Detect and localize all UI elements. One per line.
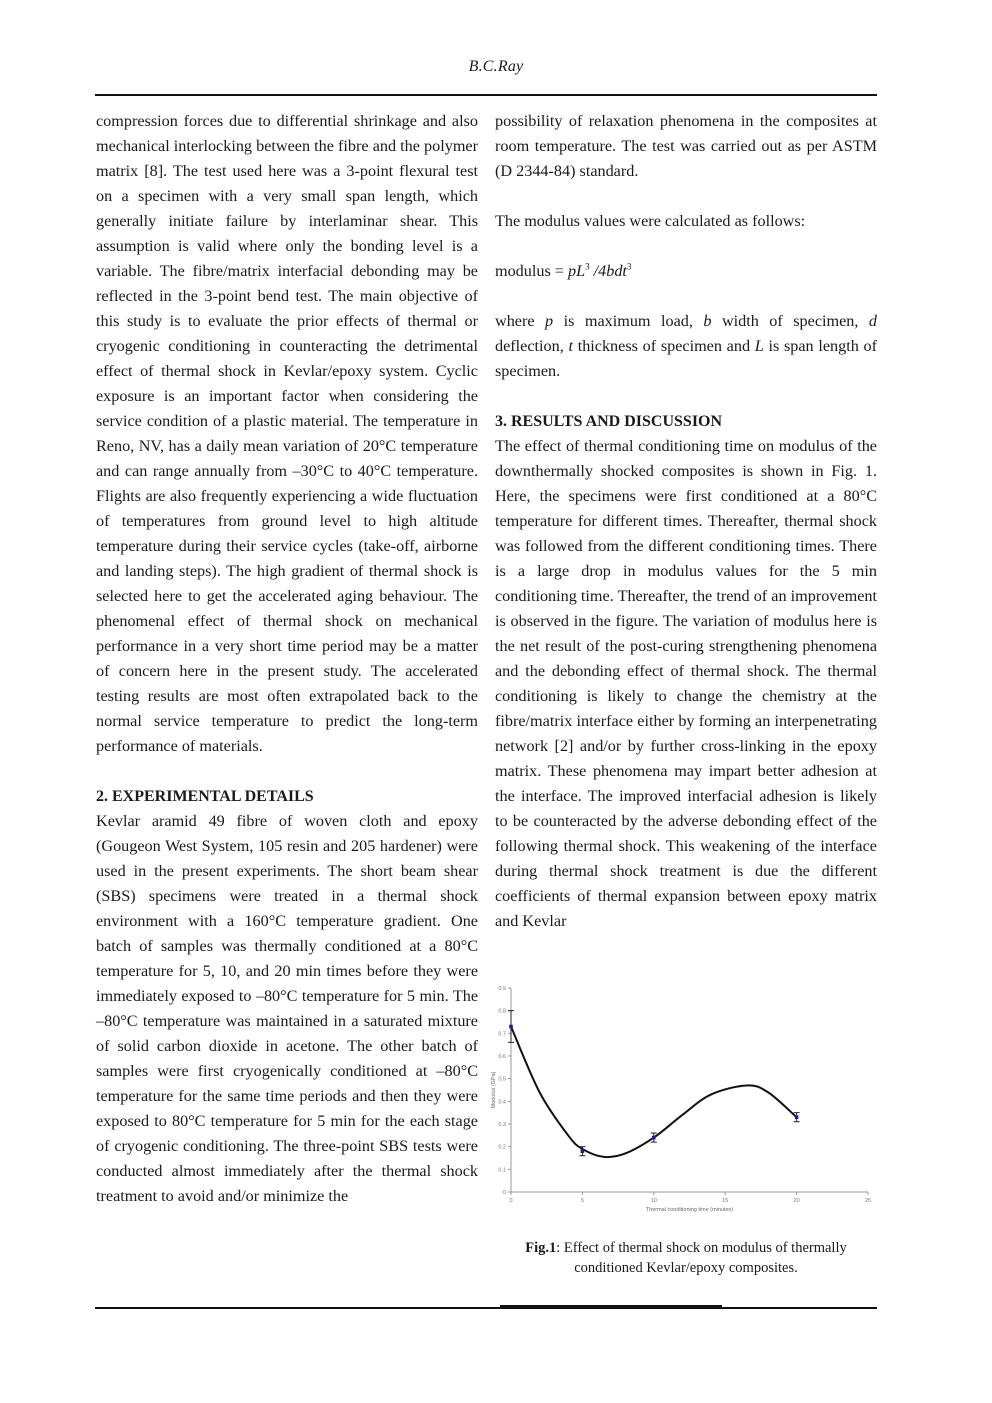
running-head: B.C.Ray xyxy=(468,58,524,75)
x-tick-label: 15 xyxy=(722,1198,729,1204)
variable: L xyxy=(754,337,764,355)
body-paragraph: possibility of relaxation phenomena in the composites at room temperature. The test was carried out as per ASTM (D 2344-84) standard. xyxy=(495,112,877,180)
text: is span length of specimen. xyxy=(495,337,878,380)
x-tick-label: 0 xyxy=(509,1198,513,1204)
text: deflection, xyxy=(495,337,569,355)
y-tick-label: 0.3 xyxy=(498,1122,506,1128)
x-tick-label: 10 xyxy=(650,1198,657,1204)
formula-lhs: modulus = xyxy=(495,262,568,280)
x-tick-label: 25 xyxy=(864,1198,872,1204)
body-paragraph: The modulus values were calculated as follows: xyxy=(495,212,806,230)
y-tick-label: 0.5 xyxy=(498,1076,506,1083)
data-point xyxy=(509,1025,513,1029)
variable: t xyxy=(568,337,573,355)
y-tick-label: 0.1 xyxy=(498,1167,506,1174)
data-point xyxy=(652,1136,656,1140)
footer-rule-accent xyxy=(500,1305,722,1308)
formula-exponent: 3 xyxy=(585,261,590,272)
formula-denominator: /4bdt xyxy=(589,262,627,280)
x-axis-label: Thermal conditioning time (minutes) xyxy=(645,1207,734,1213)
figure-caption xyxy=(495,1238,877,1278)
caption-label: Fig.1 xyxy=(525,1240,557,1256)
left-column xyxy=(96,109,478,1209)
body-paragraph: Kevlar aramid 49 fibre of woven cloth and epoxy (Gougeon West System, 105 resin and 205 hardener) were used in the present experiments. The short beam shear (SBS) specimens were treated in a thermal shock environment with a 160°C temperature gradient. One batch of samples was thermally conditioned at a 80°C temperature for 5, 10, and 20 min times before they were immediately exposed to –80°C temperature for 5 min. The –80°C temperature was maintained in a saturated mixture of solid carbon dioxide in acetone. The other batch of samples were first cryogenically conditioned at –80°C temperature for the same time periods and then they were exposed to 80°C temperature for 5 min for the each stage of cryogenic conditioning. The three-point SBS tests were conducted almost immediately after the thermal shock treatment to avoid and/or minimize the xyxy=(96,812,478,1205)
variable: b xyxy=(703,312,712,330)
y-tick-label: 0.6 xyxy=(498,1054,506,1060)
body-paragraph: The effect of thermal conditioning time on modulus of the downthermally shocked composites is shown in Fig. 1. Here, the specimens were first conditioned at a 80°C temperature for different times. Thereafter, thermal shock was followed from the different conditioning times. There is a large drop in modulus values for the 5 min conditioning time. Thereafter, the trend of an improvement is observed in the figure. The variation of modulus here is the net result of the post-curing strengthening phenomena and the debonding effect of thermal shock. The thermal conditioning is likely to change the chemistry at the fibre/matrix interface either by forming an interpenetrating network [2] and/or by further cross-linking in the epoxy matrix. These phenomena may impart better adhesion at the interface. The improved interfacial adhesion is likely to be counteracted by the adverse debonding effect of the following thermal shock. This weakening of the interface during thermal shock treatment is due the different coefficients of thermal expansion between epoxy matrix and Kevlar xyxy=(495,437,877,930)
y-axis-label: Modulus (GPa) xyxy=(491,1071,497,1109)
variable: d xyxy=(868,312,878,330)
right-column xyxy=(495,109,877,934)
y-tick-label: 0.7 xyxy=(498,1031,506,1038)
footer-rule xyxy=(95,1307,877,1309)
y-tick-label: 0.2 xyxy=(498,1144,506,1151)
text: where xyxy=(495,312,546,330)
x-tick-label: 5 xyxy=(580,1198,584,1204)
data-point xyxy=(795,1115,799,1119)
data-point xyxy=(581,1149,585,1153)
figure-1-chart xyxy=(488,980,883,1220)
body-paragraph: compression forces due to differential shrinkage and also mechanical interlocking between the fibre and the polymer matrix [8]. The test used here was a 3-point flexural test on a specimen with a very small span length, which generally initiate failure by interlaminar shear. This assumption is valid where only the bonding level is a variable. The fibre/matrix interfacial debonding may be reflected in the 3-point bend test. The main objective of this study is to evaluate the prior effects of thermal or cryogenic conditioning in counteracting the detrimental effect of thermal shock in Kevlar/epoxy system. Cyclic exposure is an important factor when considering the service condition of a plastic material. The temperature in Reno, NV, has a daily mean variation of 20°C temperature and can range annually from –30°C to 40°C temperature. Flights are also frequently experiencing a wide fluctuation of temperatures from ground level to high altitude temperature during their service cycles (take-off, airborne and landing steps). The high gradient of thermal shock is selected here to get the accelerated aging behaviour. The phenomenal effect of thermal shock on mechanical performance in a very short time period may be a matter of concern here in the present study. The accelerated testing results are most often extrapolated back to the normal service temperature to predict the long-term performance of materials. xyxy=(96,112,478,755)
y-tick-label: 0.9 xyxy=(498,986,506,992)
header-rule xyxy=(95,94,877,96)
text: thickness of specimen and xyxy=(572,337,755,355)
text: width of specimen, xyxy=(711,312,869,330)
modulus-chart xyxy=(488,980,883,1220)
x-tick-label: 20 xyxy=(793,1198,800,1204)
variable-definitions xyxy=(495,309,877,384)
formula-numerator: pL xyxy=(568,262,586,280)
caption-text: : Effect of thermal shock on modulus of thermally conditioned Kevlar/epoxy composites. xyxy=(556,1240,847,1276)
section-heading-results: 3. RESULTS AND DISCUSSION xyxy=(495,413,723,430)
text: is maximum load, xyxy=(553,312,704,330)
section-heading-experimental: 2. EXPERIMENTAL DETAILS xyxy=(96,788,314,805)
formula-exponent: 3 xyxy=(626,261,632,272)
modulus-formula xyxy=(495,259,877,284)
y-tick-label: 0.4 xyxy=(498,1099,506,1106)
y-tick-label: 0.8 xyxy=(498,1008,506,1015)
variable: p xyxy=(545,312,554,330)
y-tick-label: 0 xyxy=(502,1190,506,1196)
